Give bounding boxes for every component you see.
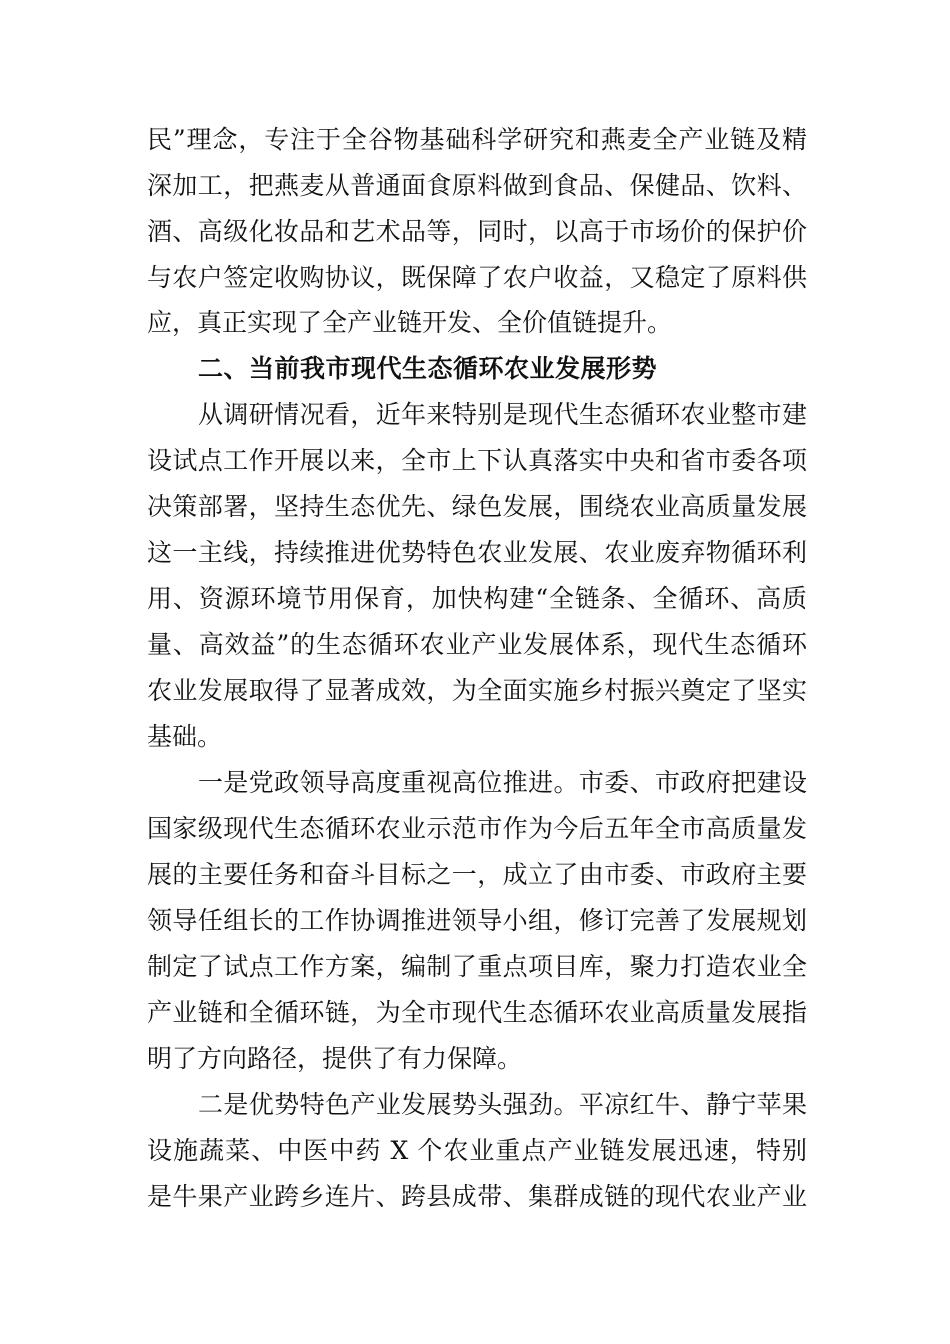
paragraph-2-line-3: 决策部署，坚持生态优先、绿色发展，围绕农业高质量发展 — [147, 492, 807, 521]
paragraph-3-line-3: 展的主要任务和奋斗目标之一，成立了由市委、市政府主要 — [147, 860, 807, 889]
section-heading: 二、当前我市现代生态循环农业发展形势 — [198, 354, 658, 383]
paragraph-2-line-2: 设试点工作开展以来，全市上下认真落实中央和省市委各项 — [147, 446, 807, 475]
paragraph-2-line-5: 用、资源环境节用保育，加快构建“全链条、全循环、高质 — [147, 584, 807, 613]
paragraph-3-line-6: 产业链和全循环链，为全市现代生态循环农业高质量发展指 — [147, 998, 807, 1027]
paragraph-4-line-2: 设施蔬菜、中医中药 X 个农业重点产业链发展迅速，特别 — [147, 1136, 807, 1165]
paragraph-4-line-3: 是牛果产业跨乡连片、跨县成带、集群成链的现代农业产业 — [147, 1182, 807, 1211]
paragraph-3-line-7: 明了方向路径，提供了有力保障。 — [147, 1044, 523, 1073]
paragraph-1-line-4: 与农户签定收购协议，既保障了农户收益，又稳定了原料供 — [147, 263, 807, 292]
paragraph-1-line-2: 深加工，把燕麦从普通面食原料做到食品、保健品、饮料、 — [147, 171, 807, 200]
paragraph-2-line-7: 农业发展取得了显著成效，为全面实施乡村振兴奠定了坚实 — [147, 676, 807, 705]
paragraph-2-line-1: 从调研情况看，近年来特别是现代生态循环农业整市建 — [198, 400, 807, 429]
paragraph-2-line-4: 这一主线，持续推进优势特色农业发展、农业废弃物循环利 — [147, 538, 807, 567]
paragraph-3-line-4: 领导任组长的工作协调推进领导小组，修订完善了发展规划 — [147, 906, 807, 935]
paragraph-3-line-5: 制定了试点工作方案，编制了重点项目库，聚力打造农业全 — [147, 952, 807, 981]
paragraph-3-line-1: 一是党政领导高度重视高位推进。市委、市政府把建设 — [198, 768, 807, 797]
paragraph-4-line-1: 二是优势特色产业发展势头强劲。平凉红牛、静宁苹果 — [198, 1090, 807, 1119]
paragraph-2-line-6: 量、高效益”的生态循环农业产业发展体系，现代生态循环 — [147, 630, 807, 659]
paragraph-1-line-5: 应，真正实现了全产业链开发、全价值链提升。 — [147, 308, 673, 337]
paragraph-2-line-8: 基础。 — [147, 722, 223, 751]
paragraph-3-line-2: 国家级现代生态循环农业示范市作为今后五年全市高质量发 — [147, 814, 807, 843]
paragraph-1-line-1: 民”理念，专注于全谷物基础科学研究和燕麦全产业链及精 — [147, 125, 807, 154]
paragraph-1-line-3: 酒、高级化妆品和艺术品等，同时，以高于市场价的保护价 — [147, 217, 807, 246]
